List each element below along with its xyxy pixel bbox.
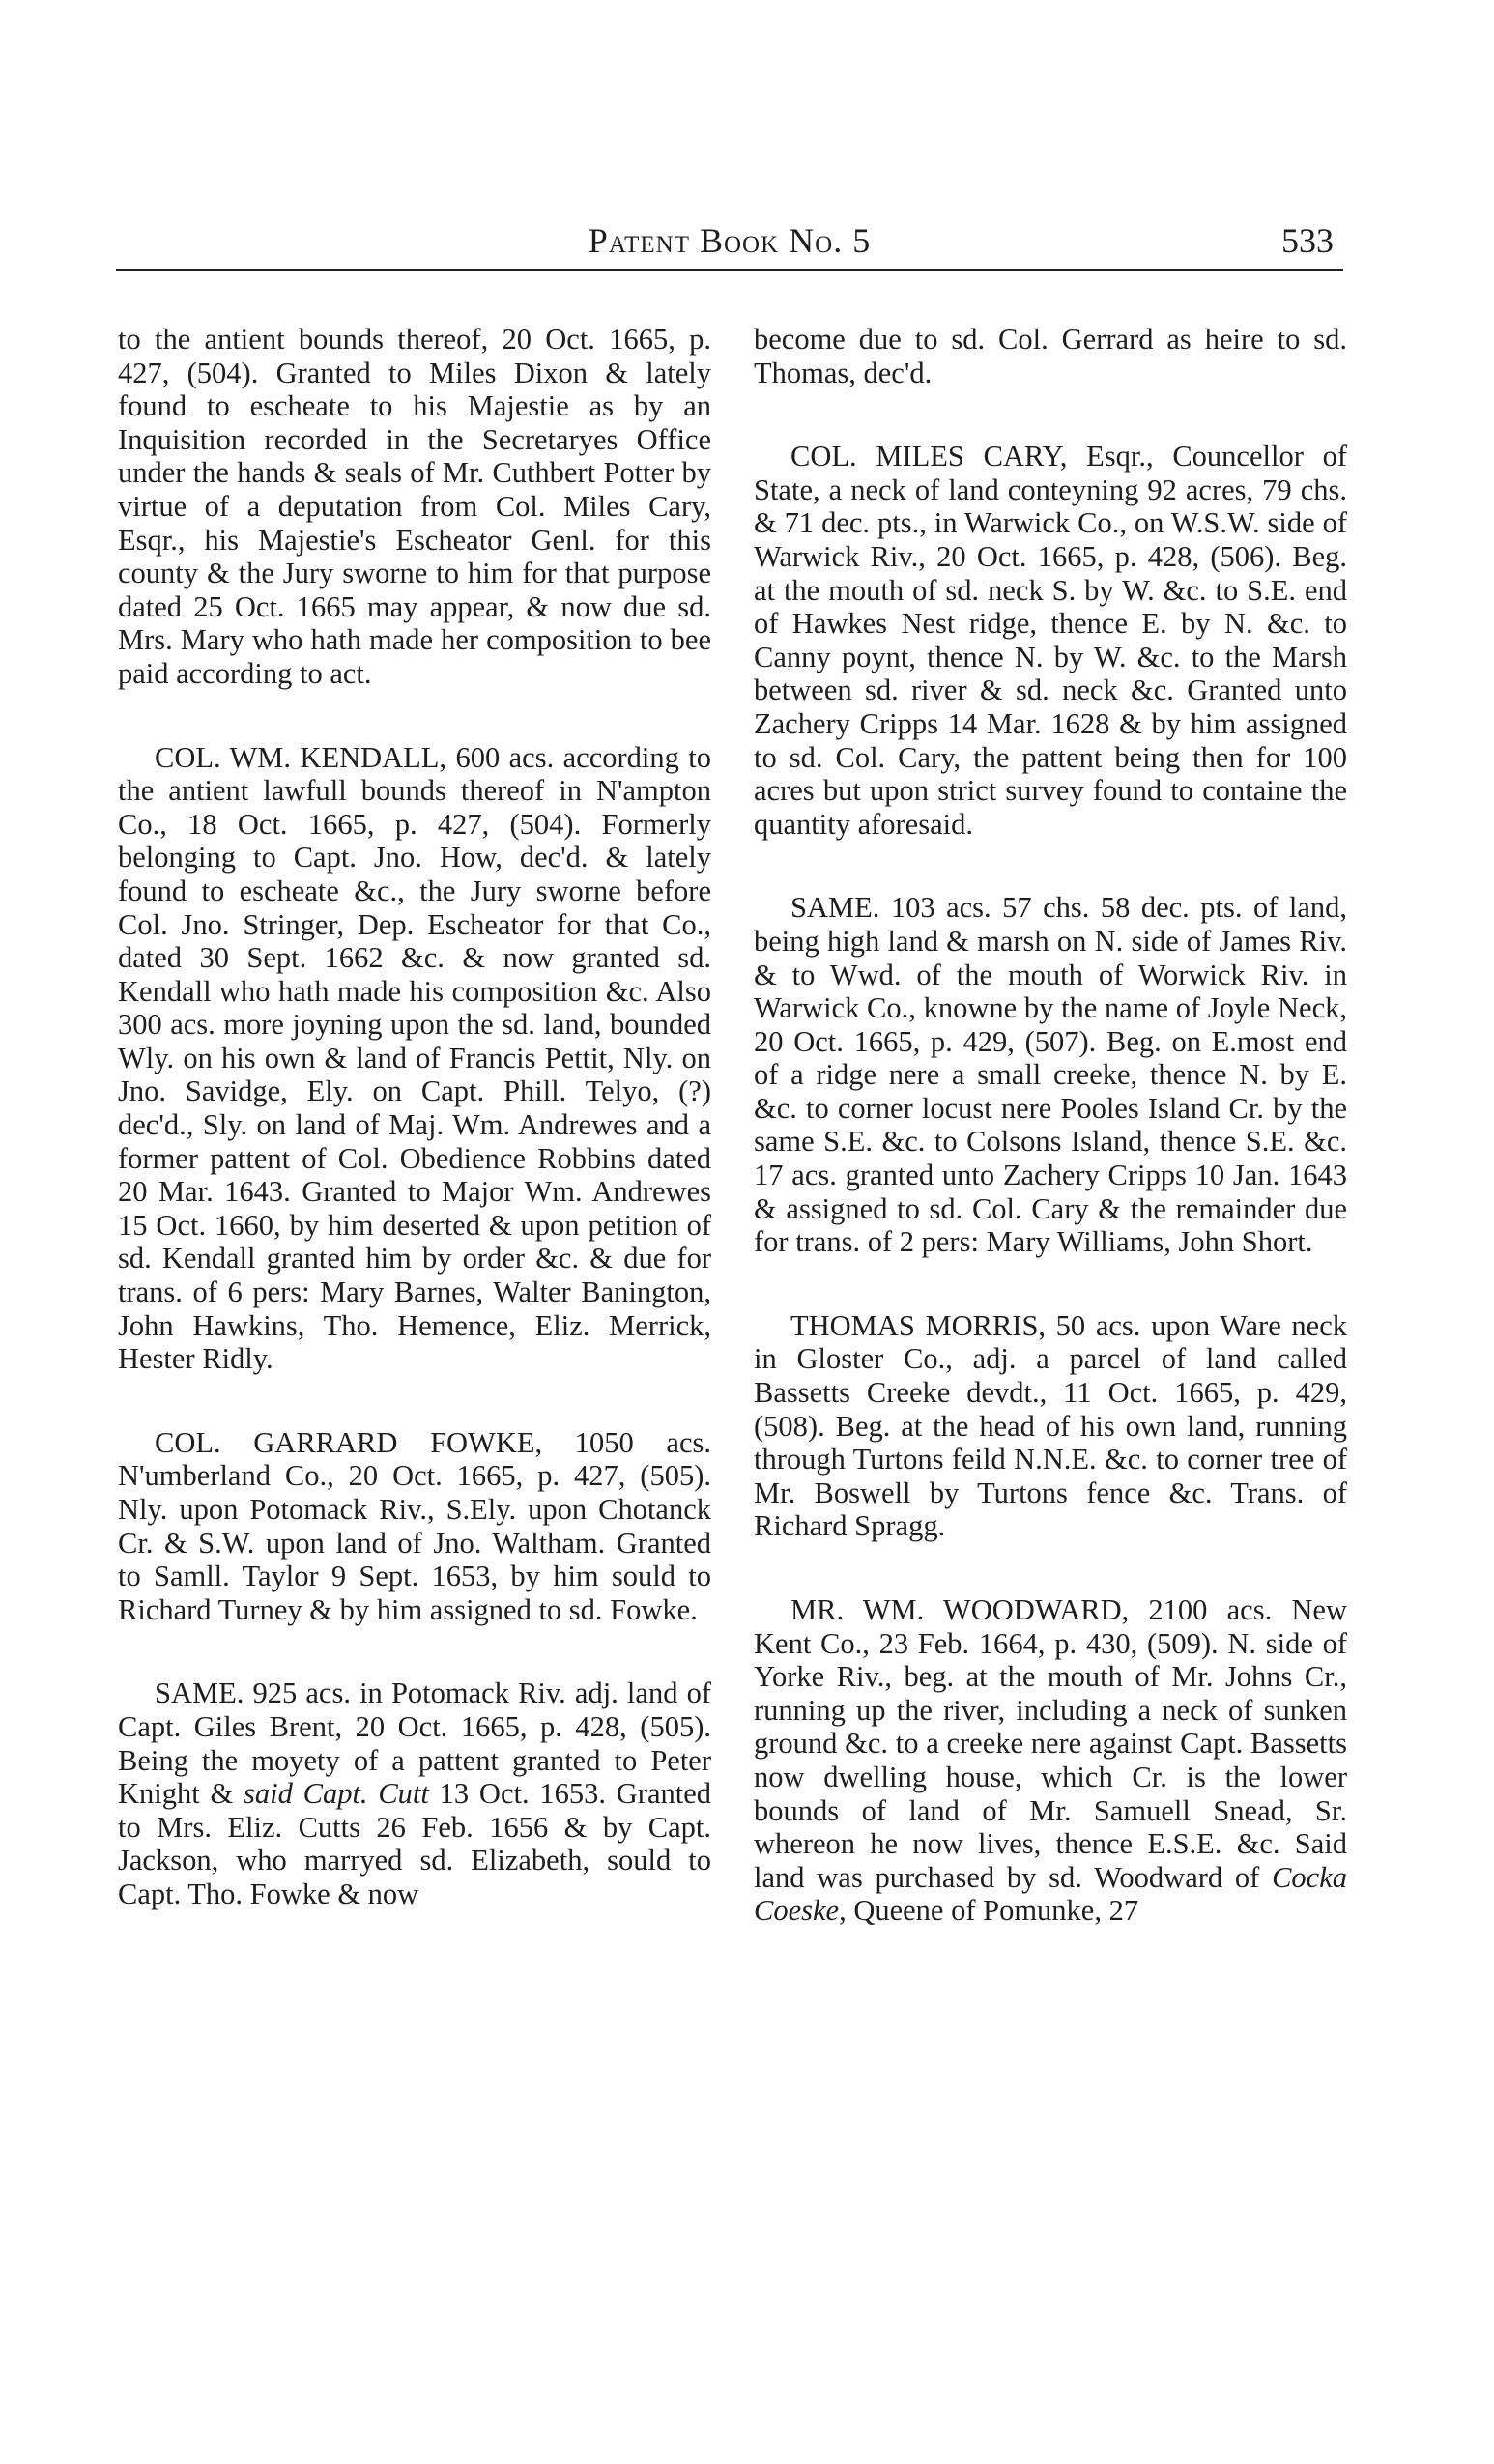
entry-fowke: COL. GARRARD FOWKE, 1050 acs. N'umberland Co., 20 Oct. 1665, p. 427, (505). Nly. upon Potomack Riv., S.Ely. upon Chotanck Cr. & S.W. upon land of Jno. Waltham. Granted to Samll. Taylor 9 Sept. 1653, by him sould to Richard Turney & by him assigned to sd. Fowke. [118, 1425, 711, 1626]
page-number: 533 [1281, 221, 1334, 260]
page-header [116, 218, 1343, 271]
entry-kendall: COL. WM. KENDALL, 600 acs. according to the antient lawfull bounds thereof in N'ampton Co., 18 Oct. 1665, p. 427, (504). Formerly belonging to Capt. Jno. How, dec'd. & lately found to escheate &c., the Jury sworne before Col. Jno. Stringer, Dep. Escheator for that Co., dated 30 Sept. 1662 &c. & now granted sd. Kendall who hath made his composition &c. Also 300 acs. more joyning upon the sd. land, bounded Wly. on his own & land of Francis Pettit, Nly. on Jno. Savidge, Ely. on Capt. Phill. Telyo, (?) dec'd., Sly. on land of Maj. Wm. Andrewes and a former pattent of Col. Obedience Robbins dated 20 Mar. 1643. Granted to Major Wm. Andrewes 15 Oct. 1660, by him deserted & upon petition of sd. Kendall granted him by order &c. & due for trans. of 6 pers: Mary Barnes, Walter Banington, John Hawkins, Tho. Hemence, Eliz. Merrick, Hester Ridly. [118, 740, 711, 1376]
running-title: Patent Book No. 5 [588, 221, 872, 260]
italic-name: Cocka Coeske, [754, 1860, 1347, 1928]
left-column [118, 323, 711, 1911]
right-column [754, 323, 1347, 1928]
entry-same-cary: SAME. 103 acs. 57 chs. 58 dec. pts. of land, being high land & marsh on N. side of James Riv. & to Wwd. of the mouth of Worwick Riv. in Warwick Co., knowne by the name of Joyle Neck, 20 Oct. 1665, p. 429, (507). Beg. on E.most end of a ridge nere a small creeke, thence N. by E. &c. to corner locust nere Pooles Island Cr. by the same S.E. &c. to Colsons Island, thence S.E. &c. 17 acs. granted unto Zachery Cripps 10 Jan. 1643 & assigned to sd. Col. Cary & the remainder due for trans. of 2 pers: Mary Williams, John Short. [754, 891, 1347, 1259]
entry-text: 13 Oct. 1653. Granted to Mrs. Eliz. Cutts 26 Feb. 1656 & by Capt. Jackson, who marryed sd. Elizabeth, sould to Capt. Tho. Fowke & now [118, 1777, 711, 1910]
entry-morris: THOMAS MORRIS, 50 acs. upon Ware neck in Gloster Co., adj. a parcel of land called Bassetts Creeke devdt., 11 Oct. 1665, p. 429, (508). Beg. at the head of his own land, running through Turtons feild N.N.E. &c. to corner tree of Mr. Boswell by Turtons fence &c. Trans. of Richard Spragg. [754, 1308, 1347, 1543]
entry-continuation: to the antient bounds thereof, 20 Oct. 1665, p. 427, (504). Granted to Miles Dixon & lately found to escheate to his Majestie as by an Inquisition recorded in the Secretaryes Office under the hands & seals of Mr. Cuthbert Potter by virtue of a deputation from Col. Miles Cary, Esqr., his Majestie's Escheator Genl. for this county & the Jury sworne to him for that purpose dated 25 Oct. 1665 may appear, & now due sd. Mrs. Mary who hath made her composition to bee paid according to act. [118, 323, 711, 690]
entry-text: Queene of Pomunke, 27 [846, 1894, 1139, 1928]
entry-cary: COL. MILES CARY, Esqr., Councellor of State, a neck of land conteyning 92 acres, 79 chs. & 71 dec. pts., in Warwick Co., on W.S.W. side of Warwick Riv., 20 Oct. 1665, p. 428, (506). Beg. at the mouth of sd. neck S. by W. &c. to S.E. end of Hawkes Nest ridge, thence E. by N. &c. to Canny poynt, thence N. by W. &c. to the Marsh between sd. river & sd. neck &c. Granted unto Zachery Cripps 14 Mar. 1628 & by him assigned to sd. Col. Cary, the pattent being then for 100 acres but upon strict survey found to containe the quantity aforesaid. [754, 440, 1347, 841]
entry-text: SAME. 925 acs. in Potomack Riv. adj. land of Capt. Giles Brent, 20 Oct. 1665, p. 428, (505). Being the moyety of a pattent granted to Peter Knight & [118, 1676, 711, 1811]
entry-continuation: become due to sd. Col. Gerrard as heire to sd. Thomas, dec'd. [754, 323, 1347, 389]
entry-same-fowke [118, 1676, 711, 1910]
entry-woodward [754, 1593, 1347, 1928]
italic-name: said Capt. Cutt [244, 1777, 429, 1811]
entry-text: MR. WM. WOODWARD, 2100 acs. New Kent Co., 23 Feb. 1664, p. 430, (509). N. side of Yorke Riv., beg. at the mouth of Mr. Johns Cr., running up the river, including a neck of sunken ground &c. to a creeke nere against Capt. Bassetts now dwelling house, which Cr. is the lower bounds of land of Mr. Samuell Snead, Sr. whereon he now lives, thence E.S.E. &c. Said land was purchased by sd. Woodward of [754, 1593, 1347, 1894]
